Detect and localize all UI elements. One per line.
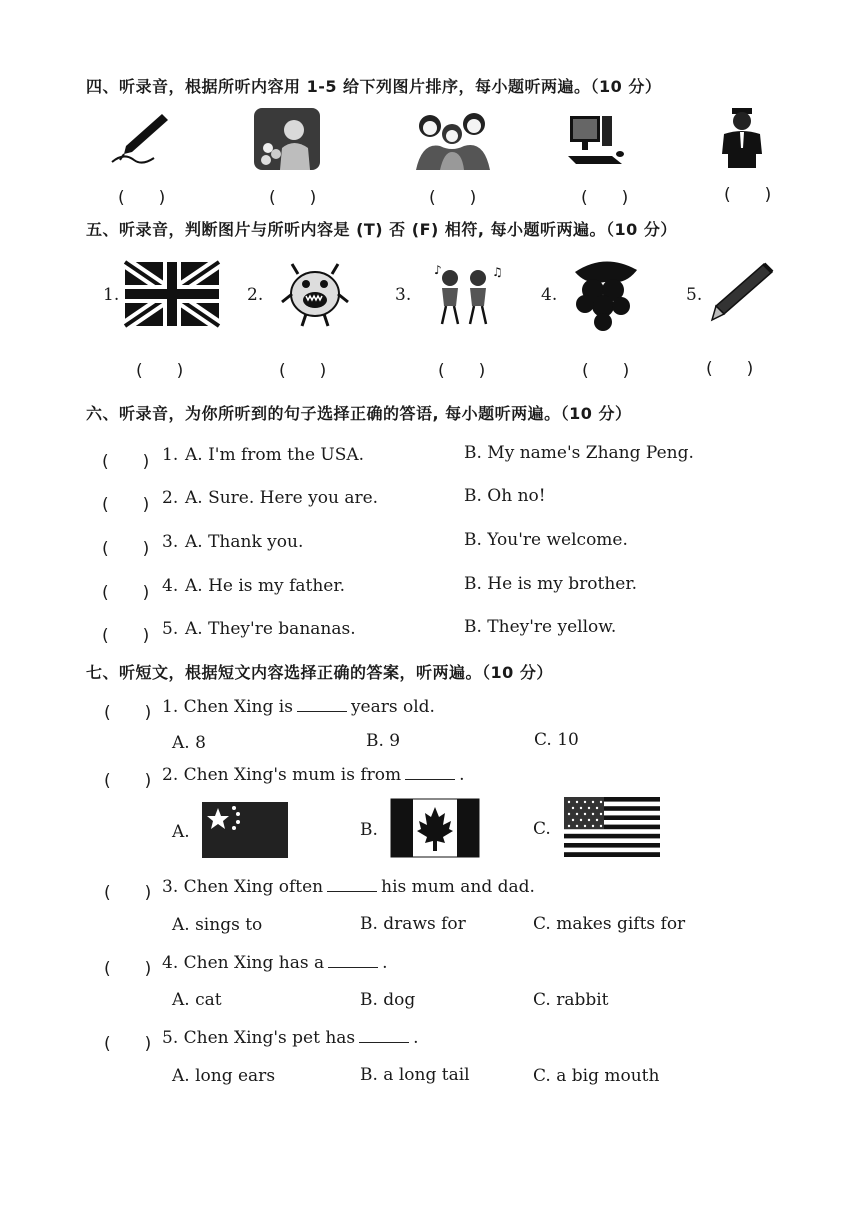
s6-q5-option-b: B. They're yellow. bbox=[464, 617, 617, 637]
canada-flag-icon bbox=[391, 799, 479, 857]
grapes-icon bbox=[565, 252, 645, 332]
s7-q3-option-b: B. draws for bbox=[360, 914, 466, 934]
computer-icon bbox=[566, 112, 626, 168]
s7-q4-stem: 4. Chen Xing has a . bbox=[162, 953, 388, 973]
section5-heading: 五、听录音，判断图片与所听内容是 (T) 否 (F) 相符, 每小题听两遍。（10 分） bbox=[86, 220, 677, 239]
s6-q2-option-a: A. Sure. Here you are. bbox=[185, 488, 379, 508]
s6-q5-option-a: A. They're bananas. bbox=[185, 619, 356, 639]
uk-flag-icon bbox=[125, 262, 219, 326]
s6-answer-paren-1[interactable]: ( ) bbox=[102, 452, 150, 472]
s7-q2-option-a: A. bbox=[172, 822, 190, 842]
section6-heading: 六、听录音，为你所听到的句子选择正确的答语, 每小题听两遍。（10 分） bbox=[86, 404, 632, 423]
s6-q4-number: 4. bbox=[162, 576, 179, 596]
man-in-suit-icon bbox=[718, 108, 766, 168]
s7-answer-paren-1[interactable]: ( ) bbox=[104, 703, 152, 723]
s7-answer-paren-2[interactable]: ( ) bbox=[104, 771, 152, 791]
section7-heading: 七、听短文，根据短文内容选择正确的答案，听两遍。（10 分） bbox=[86, 663, 553, 682]
s5-answer-paren-3[interactable]: ( ) bbox=[438, 361, 486, 381]
s4-answer-paren-2[interactable]: ( ) bbox=[269, 188, 317, 208]
s7-q4-option-b: B. dog bbox=[360, 990, 416, 1010]
pencil-icon bbox=[708, 262, 774, 322]
s7-q3-stem: 3. Chen Xing often his mum and dad. bbox=[162, 877, 535, 897]
s5-answer-paren-1[interactable]: ( ) bbox=[136, 361, 184, 381]
s7-q5-option-c: C. a big mouth bbox=[533, 1066, 660, 1086]
s7-q1-blank[interactable] bbox=[297, 710, 347, 712]
s6-q4-option-a: A. He is my father. bbox=[185, 576, 345, 596]
svg-text:♫: ♫ bbox=[492, 265, 503, 279]
s7-q3-blank[interactable] bbox=[327, 890, 377, 892]
s6-q2-number: 2. bbox=[162, 488, 179, 508]
section4-heading: 四、听录音，根据所听内容用 1-5 给下列图片排序，每小题听两遍。（10 分） bbox=[86, 77, 662, 96]
monster-icon bbox=[278, 262, 352, 328]
s7-q5-option-b: B. a long tail bbox=[360, 1065, 470, 1085]
s4-answer-paren-4[interactable]: ( ) bbox=[581, 188, 629, 208]
s7-q1-option-a: A. 8 bbox=[172, 733, 206, 753]
china-flag-icon bbox=[202, 802, 288, 858]
s7-q4-option-a: A. cat bbox=[172, 990, 222, 1010]
s5-answer-paren-4[interactable]: ( ) bbox=[582, 361, 630, 381]
s7-q3-option-c: C. makes gifts for bbox=[533, 914, 686, 934]
s5-number-5: 5. bbox=[686, 285, 703, 305]
usa-flag-icon bbox=[564, 797, 660, 857]
s7-answer-paren-5[interactable]: ( ) bbox=[104, 1034, 152, 1054]
s5-number-2: 2. bbox=[247, 285, 264, 305]
s6-answer-paren-2[interactable]: ( ) bbox=[102, 495, 150, 515]
s7-q2-option-b: B. bbox=[360, 820, 378, 840]
s7-q5-stem: 5. Chen Xing's pet has . bbox=[162, 1028, 419, 1048]
s6-q1-number: 1. bbox=[162, 445, 179, 465]
s7-q2-option-c: C. bbox=[533, 819, 551, 839]
s7-q1-option-c: C. 10 bbox=[534, 730, 579, 750]
s7-q1-option-b: B. 9 bbox=[366, 731, 401, 751]
s6-answer-paren-4[interactable]: ( ) bbox=[102, 583, 150, 603]
s6-q2-option-b: B. Oh no! bbox=[464, 486, 546, 506]
s7-q4-blank[interactable] bbox=[328, 966, 378, 968]
s7-q3-option-a: A. sings to bbox=[172, 915, 263, 935]
s5-number-3: 3. bbox=[395, 285, 412, 305]
s7-q4-option-c: C. rabbit bbox=[533, 990, 609, 1010]
s6-q1-option-a: A. I'm from the USA. bbox=[185, 445, 365, 465]
s5-answer-paren-5[interactable]: ( ) bbox=[706, 359, 754, 379]
s7-q5-option-a: A. long ears bbox=[172, 1066, 276, 1086]
s4-answer-paren-3[interactable]: ( ) bbox=[429, 188, 477, 208]
s5-answer-paren-2[interactable]: ( ) bbox=[279, 361, 327, 381]
s7-answer-paren-4[interactable]: ( ) bbox=[104, 959, 152, 979]
pen-writing-icon bbox=[110, 112, 170, 168]
s7-q1-stem: 1. Chen Xing is years old. bbox=[162, 697, 435, 717]
s5-number-1: 1. bbox=[103, 285, 120, 305]
s6-answer-paren-5[interactable]: ( ) bbox=[102, 626, 150, 646]
girl-with-flowers-picture bbox=[254, 108, 320, 170]
s4-answer-paren-5[interactable]: ( ) bbox=[724, 185, 772, 205]
s4-answer-paren-1[interactable]: ( ) bbox=[118, 188, 166, 208]
s6-q5-number: 5. bbox=[162, 619, 179, 639]
s6-q3-option-b: B. You're welcome. bbox=[464, 530, 628, 550]
family-picture bbox=[414, 108, 492, 170]
svg-text:♪: ♪ bbox=[434, 263, 442, 277]
s6-q4-option-b: B. He is my brother. bbox=[464, 574, 638, 594]
s6-q3-number: 3. bbox=[162, 532, 179, 552]
children-singing-icon bbox=[426, 262, 510, 328]
s7-q2-blank[interactable] bbox=[405, 778, 455, 780]
s6-q3-option-a: A. Thank you. bbox=[185, 532, 304, 552]
s7-answer-paren-3[interactable]: ( ) bbox=[104, 883, 152, 903]
s6-q1-option-b: B. My name's Zhang Peng. bbox=[464, 443, 694, 463]
s5-number-4: 4. bbox=[541, 285, 558, 305]
s6-answer-paren-3[interactable]: ( ) bbox=[102, 539, 150, 559]
s7-q5-blank[interactable] bbox=[359, 1041, 409, 1043]
s7-q2-stem: 2. Chen Xing's mum is from . bbox=[162, 765, 465, 785]
